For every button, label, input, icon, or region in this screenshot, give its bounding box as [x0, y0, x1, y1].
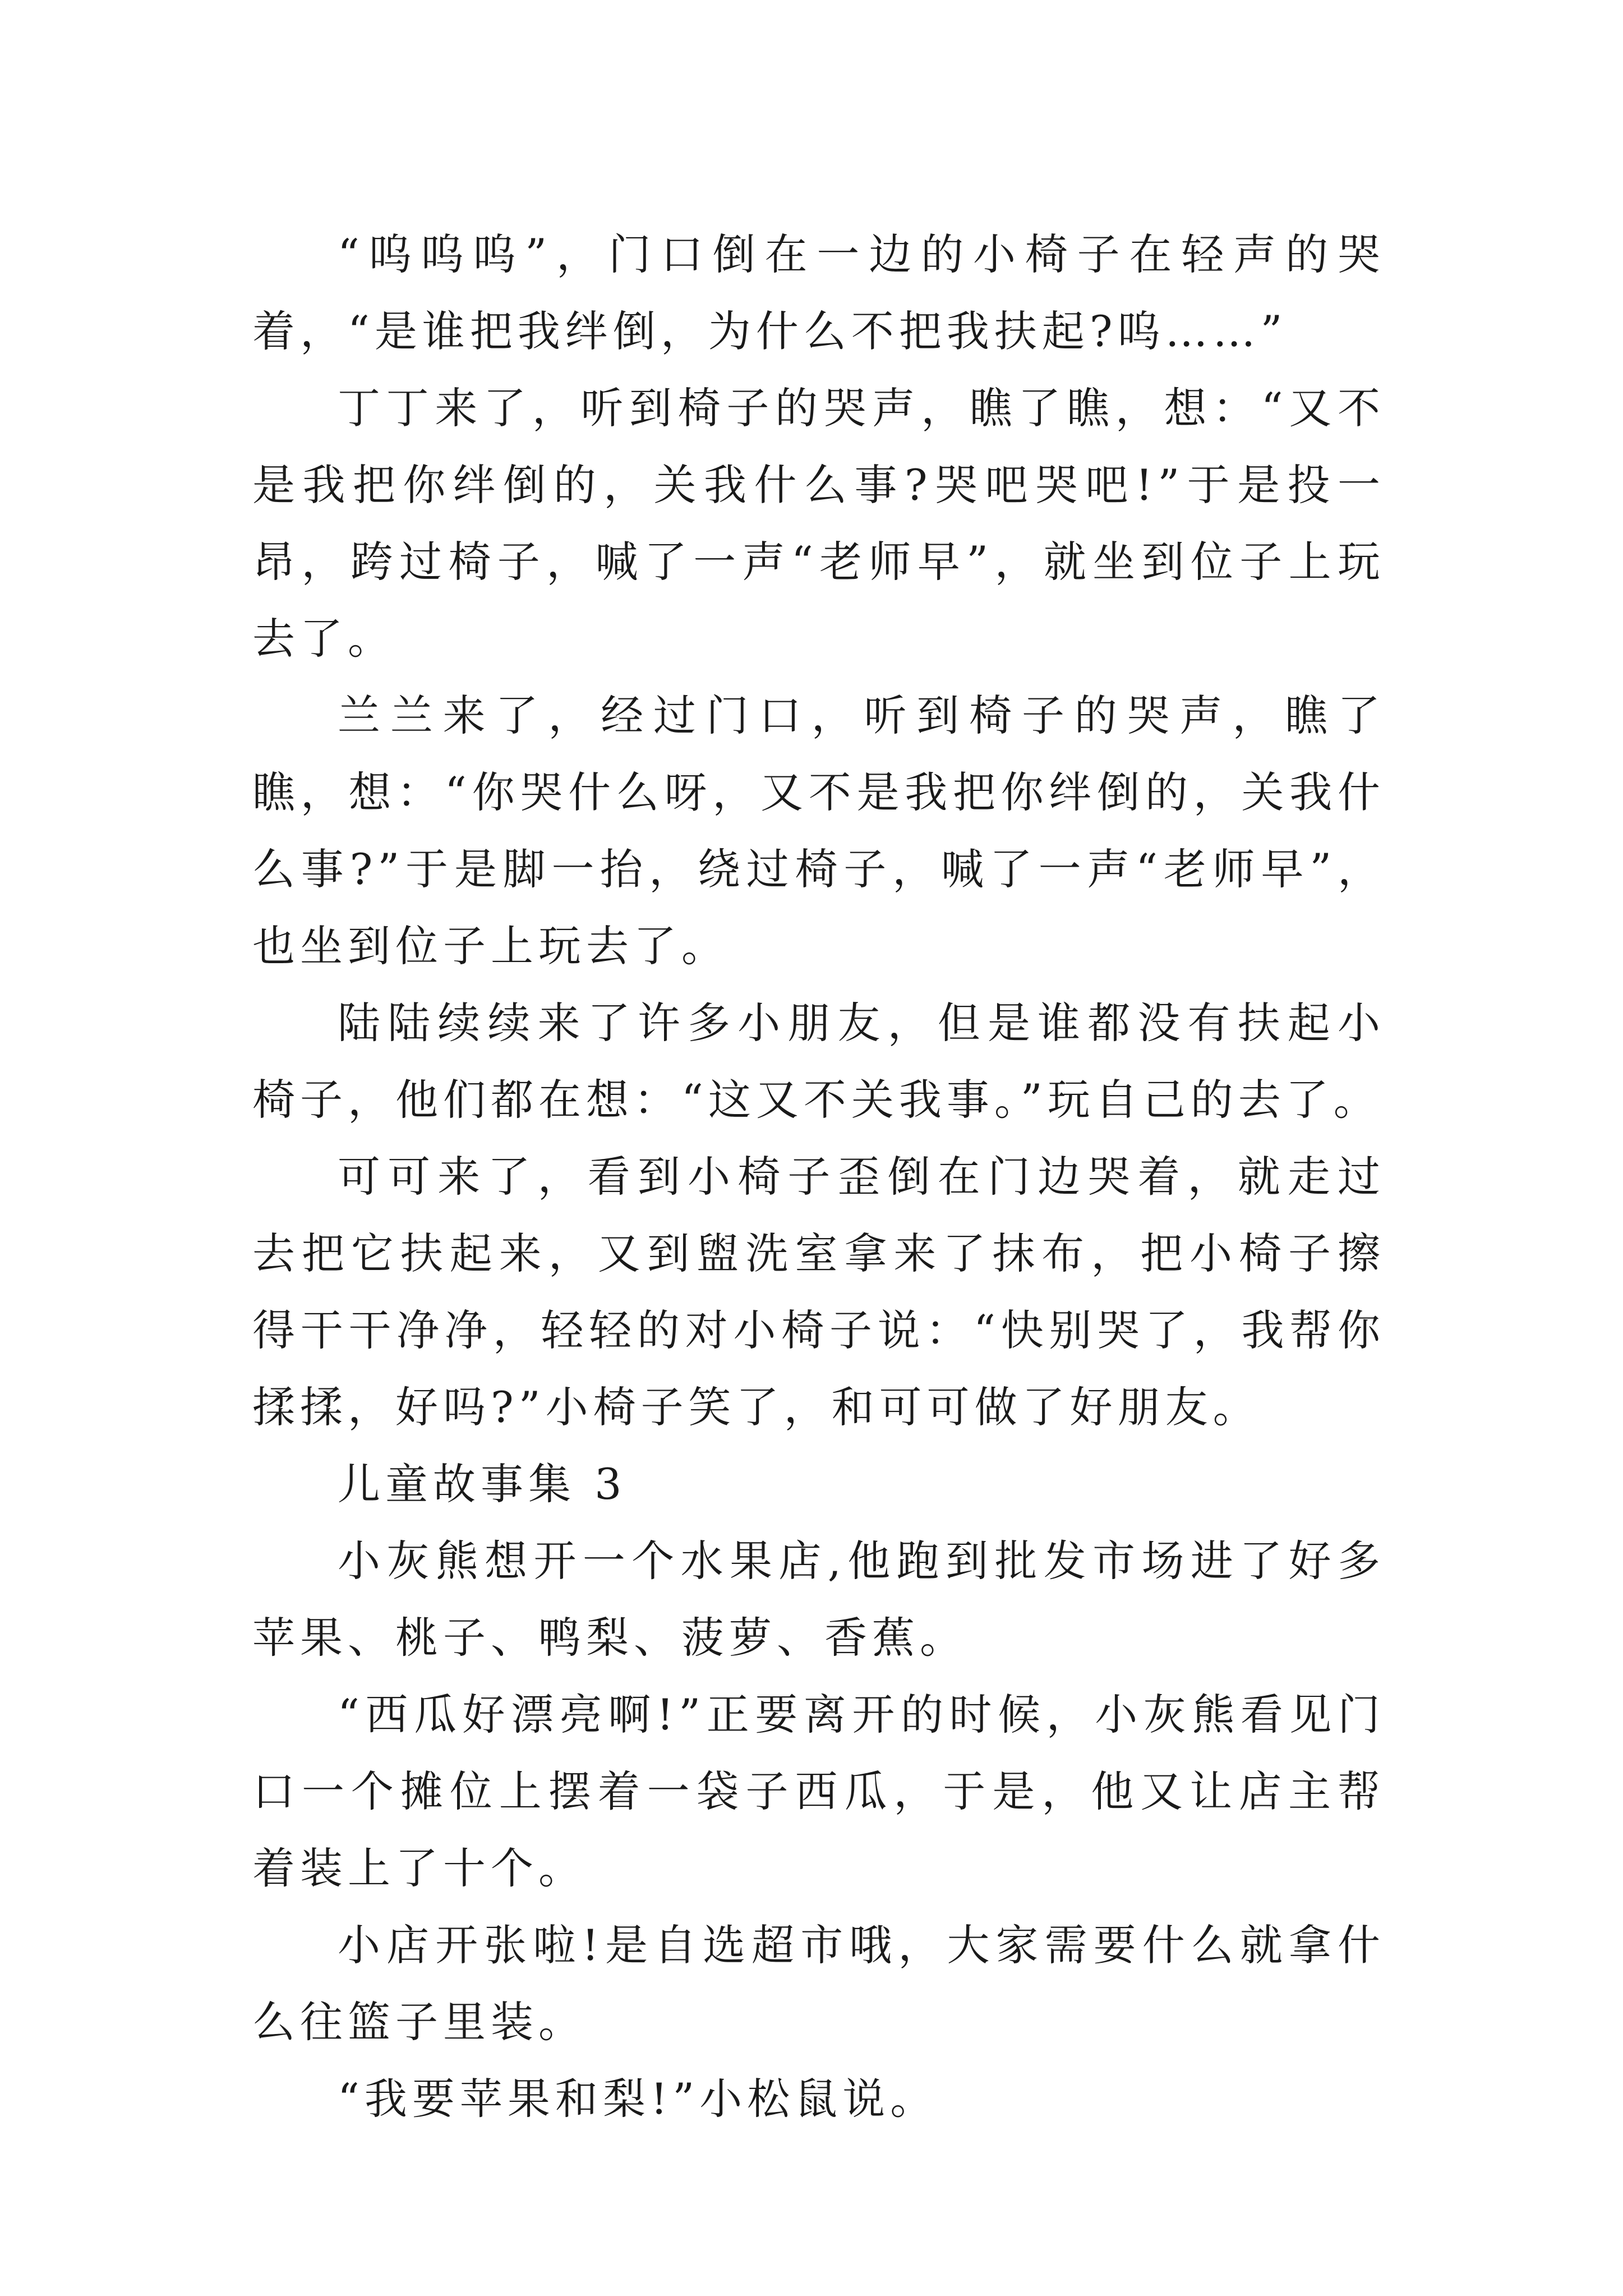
- paragraph-many-children: 陆陆续续来了许多小朋友，但是谁都没有扶起小椅子，他们都在想：“这又不关我事。”玩自己的去了。: [252, 998, 1385, 1125]
- paragraph-watermelon: “西瓜好漂亮啊!”正要离开的时候，小灰熊看见门口一个摊位上摆着一袋子西瓜，于是，他又让店主帮着装上了十个。: [252, 1690, 1385, 1893]
- section-heading: 儿童故事集 3: [338, 1459, 627, 1509]
- paragraph-lanlan: 兰兰来了，经过门口，听到椅子的哭声，瞧了瞧，想：“你哭什么呀，又不是我把你绊倒的，关我什么事?”于是脚一抬，绕过椅子，喊了一声“老师早”，也坐到位子上玩去了。: [252, 691, 1385, 971]
- document-body: [252, 216, 1385, 2137]
- paragraph-dingding: 丁丁来了，听到椅子的哭声，瞧了瞧，想：“又不是我把你绊倒的，关我什么事?哭吧哭吧!”于是投一昂，跨过椅子，喊了一声“老师早”，就坐到位子上玩去了。: [252, 383, 1385, 664]
- paragraph-shop-opens: 小店开张啦!是自选超市哦，大家需要什么就拿什么往篮子里装。: [252, 1920, 1385, 2047]
- paragraph-fruit-shop: 小灰熊想开一个水果店,他跑到批发市场进了好多苹果、桃子、鸭梨、菠萝、香蕉。: [252, 1536, 1385, 1663]
- paragraph-squirrel: “我要苹果和梨!”小松鼠说。: [338, 2074, 938, 2124]
- paragraph-keke: 可可来了，看到小椅子歪倒在门边哭着，就走过去把它扶起来，又到盥洗室拿来了抹布，把小椅子擦得干干净净，轻轻的对小椅子说：“快别哭了，我帮你揉揉，好吗?”小椅子笑了，和可可做了好朋友。: [252, 1152, 1385, 1432]
- paragraph-crying-chair: “呜呜呜”，门口倒在一边的小椅子在轻声的哭着，“是谁把我绊倒，为什么不把我扶起?呜……”: [252, 229, 1385, 356]
